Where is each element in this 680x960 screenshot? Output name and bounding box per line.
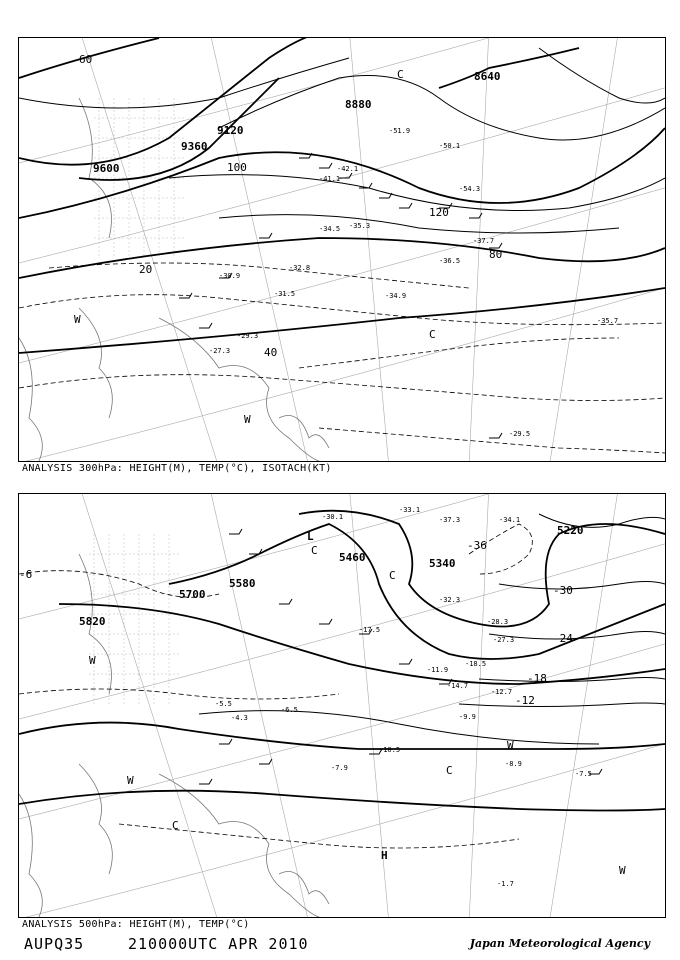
warm-center-mark: W — [127, 774, 134, 787]
isotherm-label: -36 — [467, 539, 487, 552]
isotach-label: 40 — [264, 346, 278, 359]
cold-center-mark: C — [446, 764, 453, 777]
temp-sample: -36.5 — [439, 257, 461, 265]
warm-center-mark: W — [244, 413, 251, 426]
temp-sample: -41.1 — [319, 175, 341, 183]
temp-sample: -4.3 — [231, 714, 248, 722]
temperature-sample-group — [209, 127, 618, 438]
isotherm-contours — [19, 263, 665, 453]
height-label: 9120 — [217, 124, 244, 137]
temp-sample: -14.7 — [447, 682, 469, 690]
isotach-label: 60 — [79, 53, 93, 66]
temp-sample: -27.3 — [493, 636, 515, 644]
temp-sample: -37.3 — [439, 516, 461, 524]
isotherm-label: -6 — [19, 568, 33, 581]
temp-sample: -5.5 — [215, 700, 232, 708]
isotach-label: 100 — [227, 161, 247, 174]
wind-barbs — [179, 153, 502, 438]
isotach-label-group — [79, 53, 502, 359]
chart-id: AUPQ35 — [24, 935, 85, 953]
isotherm-label: -30 — [553, 584, 573, 597]
cold-center-mark: C — [311, 544, 318, 557]
temp-sample: -17.5 — [359, 626, 381, 634]
cold-center-mark: C — [389, 569, 396, 582]
temp-sample: -11.9 — [427, 666, 449, 674]
temp-sample: -34.9 — [385, 292, 407, 300]
height-label: 5340 — [429, 557, 456, 570]
height-label-group — [93, 70, 501, 175]
height-contours — [19, 38, 665, 353]
warm-center-mark: W — [507, 739, 514, 752]
valid-time: 210000UTC APR 2010 — [128, 935, 309, 953]
isotach-contours — [19, 48, 665, 233]
height-label-group — [79, 524, 584, 628]
isotherm-label: -12 — [515, 694, 535, 707]
temp-sample: -7.5 — [575, 770, 592, 778]
temp-sample: -30.9 — [219, 272, 241, 280]
temp-sample: -50.1 — [439, 142, 461, 150]
isotherm-label: -18 — [527, 672, 547, 685]
temp-sample: -37.7 — [473, 237, 495, 245]
temp-sample: -42.1 — [337, 165, 359, 173]
temp-sample: -1.7 — [497, 880, 514, 888]
map-300hpa-canvas — [19, 38, 665, 461]
temp-sample: -6.5 — [281, 706, 298, 714]
temp-sample: -34.1 — [499, 516, 521, 524]
graticule — [19, 38, 665, 461]
temp-sample: -7.9 — [331, 764, 348, 772]
warm-center-mark: W — [74, 313, 81, 326]
coastlines — [19, 554, 329, 917]
warm-center-mark: W — [619, 864, 626, 877]
cold-center-mark: C — [397, 68, 404, 81]
height-label: 5820 — [79, 615, 106, 628]
cold-center-mark: C — [429, 328, 436, 341]
lower-panel-caption: ANALYSIS 500hPa: HEIGHT(M), TEMP(°C) — [22, 919, 250, 930]
temperature-sample-group — [215, 506, 592, 888]
height-label: 5580 — [229, 577, 256, 590]
cold-center-mark: C — [172, 819, 179, 832]
upper-air-500hpa-map — [18, 493, 666, 918]
map-500hpa-canvas — [19, 494, 665, 917]
height-label: 9600 — [93, 162, 120, 175]
height-label: 8880 — [345, 98, 372, 111]
height-label: 5220 — [557, 524, 584, 537]
high-center-mark: H — [381, 849, 388, 862]
temp-sample: -8.9 — [505, 760, 522, 768]
height-label: 5700 — [179, 588, 206, 601]
low-center-mark: L — [307, 530, 314, 543]
temp-sample: -32.8 — [289, 264, 311, 272]
temp-sample: -10.5 — [379, 746, 401, 754]
isotach-label: 80 — [489, 248, 503, 261]
temp-sample: -51.9 — [389, 127, 411, 135]
warm-center-mark: W — [89, 654, 96, 667]
temp-sample: -32.3 — [439, 596, 461, 604]
temp-sample: -35.7 — [597, 317, 619, 325]
upper-panel-caption: ANALYSIS 300hPa: HEIGHT(M), TEMP(°C), ISOTACH(KT) — [22, 463, 332, 474]
temp-sample: -9.9 — [459, 713, 476, 721]
temp-sample: -27.3 — [209, 347, 231, 355]
temp-sample: -29.5 — [509, 430, 531, 438]
upper-air-300hpa-map — [18, 37, 666, 462]
height-label: 8640 — [474, 70, 501, 83]
temp-sample: -35.3 — [349, 222, 371, 230]
height-label: 9360 — [181, 140, 208, 153]
temp-sample: -12.7 — [491, 688, 513, 696]
agency-credit: Japan Meteorological Agency — [469, 937, 650, 950]
temp-sample: -31.5 — [274, 290, 296, 298]
height-label: 5460 — [339, 551, 366, 564]
temp-sample: -28.3 — [487, 618, 509, 626]
temp-sample: -30.1 — [322, 513, 344, 521]
temp-sample: -54.3 — [459, 185, 481, 193]
temp-sample: -34.5 — [319, 225, 341, 233]
temp-sample: -29.3 — [237, 332, 259, 340]
isotherm-label: -24 — [553, 632, 573, 645]
temp-sample: -33.1 — [399, 506, 421, 514]
isotach-label: 120 — [429, 206, 449, 219]
isotach-label: 20 — [139, 263, 153, 276]
temp-sample: -18.5 — [465, 660, 487, 668]
